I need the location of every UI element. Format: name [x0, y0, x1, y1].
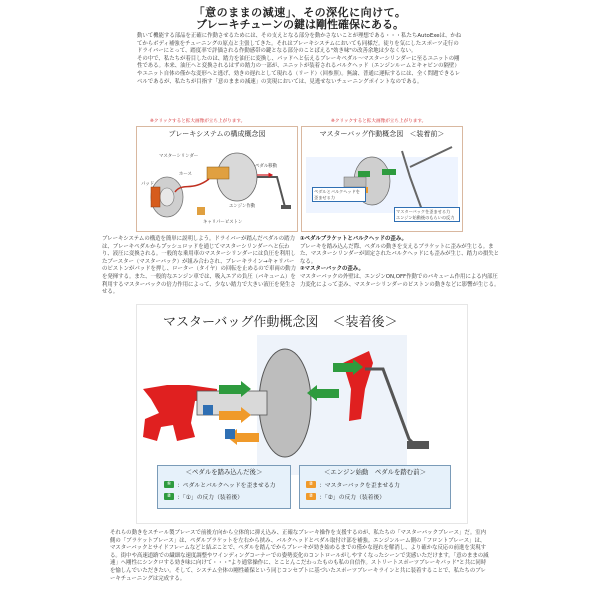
big-title	[163, 311, 398, 330]
legend-engine-start	[299, 465, 451, 509]
label-bend-force: ペダルとバルクヘッドを歪ませる力	[312, 187, 366, 202]
label-pedal-move: ペダル移動	[255, 164, 277, 169]
legend-right-row1-text: ：マスターバックを歪ませる力	[319, 483, 400, 489]
panel1-title: ブレーキシステムの構成概念図	[168, 130, 266, 138]
mid-right-p1-title: ①ペダルブラケットとバルクヘッドの歪み。	[300, 236, 407, 242]
legend-left-row1-text: ：ペダルとバルクヘッドを歪ませる力	[177, 483, 276, 489]
intro-paragraph: 動いて機能する部品を正確に作動させるためには、その支えとなる部分を動かさないことが理想である・・・私たちAutoExeは、かねてからボディ補強をチューニングの原点と主張してきた。それはブレーキシステムにおいても同様だ。徒りを気にしたスポーツ走行のドライバーにとって、踏度率で評価される作動感帯の鍵となる部分のことばえる"効き味"の改善余地は少なくない。 その中で、私たちが着目したのは、踏力を油圧に変換し、パッドへと伝えるブレーキペダル〜マスターシリンダーに至るユニットの剛性である。本来、油圧へと変換されるはずの踏力の一部が、ユニットが装着されるバルクヘッド（エンジンルームとキャビンの隔壁）やユニット自体の僅かな変形へと逃げ、効きの遅れとして現れる（リード）（回参照）。無論、普通に運転するには、全く問題できるレベルであるが、私たちが目指す「意のままの減速」の実現においては、見逃せないチューニングポイントなのである。	[137, 33, 462, 85]
label-engine: エンジン作動	[229, 204, 256, 209]
label-master-cylinder: マスターシリンダー	[159, 154, 199, 159]
big-state: ＜装着後＞	[332, 315, 398, 330]
bottom-paragraph: それらの動きをスチール製ブレースで前後方向から立体的に抑え込み、正確なブレーキ操作を支援するのが、私たちの「マスターバックブレース」だ。室内側の「ブラケットブレース」は、ペダルブラケットを左右から挟み、バルクヘッドとペダル取付け部を補強。エンジンルーム側の「フロントブレース」は、マスターバックとサイドフレームなどと結ぶことで、ペダルを踏んでからブレーキが効き始めるまでの僅かな遅れを解消し、より確かな反応の前進を実現する。街中や高速道路での繊細な速度調整やワインディングコーナーでの姿勢変化のコントロールがしやすくなったシーンで実感いただけます。「意のままの減速」へ剛性にシンクロする効き味に向けて・・・"より通常操作に、とことんこだわったものも私の自信作。ストリートスポーツブレーキパッド"と共に同時を愉しんでいただきたい。そして、システム全体の剛性確保という同じコンセプトに基づいたスポーツブレーキラインと共に装着することで、私たちのブレーキチューニングは完成する。	[110, 530, 489, 582]
label-pad: パッド	[141, 182, 155, 187]
panel2-title-text: マスターバッグ作動概念図	[319, 130, 404, 138]
big-title-text: マスターバッグ作動概念図	[163, 315, 319, 330]
mid-right-p2: マスターバックの外壁は、エンジンON,OFF作動でのバキューム作用による内部圧力変化によって歪み、マスターシリンダーのピストンの動きなどに影響が生じる。	[300, 273, 500, 288]
legend-left-row1	[164, 480, 275, 489]
label-caliper: キャリパーピストン	[203, 220, 243, 225]
panel2-state: ＜装着前＞	[409, 130, 445, 138]
legend-right-row2-tag: ②	[306, 493, 316, 500]
master-bag-after-illustration	[137, 329, 467, 479]
master-bag-before-diagram[interactable]	[301, 126, 463, 232]
master-bag-after-diagram[interactable]	[136, 304, 468, 524]
legend-pedal-pressed	[157, 465, 291, 509]
subheadline: ブレーキチューンの鍵は剛性確保にある。	[195, 18, 404, 31]
legend-left-row2	[164, 492, 243, 501]
legend-right-row2	[306, 492, 385, 501]
label-master-force	[394, 207, 460, 222]
label-hose: ホース	[179, 172, 192, 177]
legend-left-row1-tag: ①	[164, 481, 174, 488]
legend-right-head: ＜エンジン始動 ペダルを踏む前＞	[324, 468, 426, 476]
legend-left-row2-tag: ②	[164, 493, 174, 500]
legend-right-row1	[306, 480, 400, 489]
brake-system-diagram[interactable]	[136, 126, 298, 232]
mid-left-paragraph: ブレーキシステムの構造を簡単に説明しよう。ドライバーが踏んだペダルの踏力は、ブレーキペダルからプッシュロッドを通じてマスターシリンダーへと伝わり、液圧に変換される。一般的な乗用車のマスターシリンダーには負圧を利用したブースター（マスターバック）が組み合わされ、ブレーキライン→キャリパーのピストンがパッドを押し、ローター（タイヤ）の回転を止めるので車両の動力を発揮する。また、一般的なエンジン車では、吸入エアの負圧（バキューム）を利用するマスターバックの倍力作用によって、少ない踏力で大きい液圧を発生させる。	[102, 236, 296, 296]
click-note-left: ※クリックすると拡大画像が立ち上がります。	[150, 119, 246, 124]
legend-left-row2-text: ：「①」の反力（装着後）	[177, 495, 244, 501]
headline: 「意のままの減速」、その深化に向けて。	[193, 6, 407, 19]
click-note-right: ※クリックすると拡大画像が立ち上がります。	[331, 119, 427, 124]
label-master-force-text: マスターバックを歪ませる力	[396, 209, 451, 214]
mid-right-p2-title: ②マスターバックの歪み。	[300, 266, 364, 273]
mid-right-paragraph	[300, 236, 500, 289]
brake-system-illustration	[137, 137, 297, 231]
mid-right-p1: ブレーキを踏み込んだ際、ペダルの動きを支えるブラケットに歪みが生じる。また、マスターシリンダーが固定されたバルクヘッドにも歪みが生じ、踏力の損失となる。	[300, 243, 500, 265]
legend-right-row1-tag: ②	[306, 481, 316, 488]
label-reaction-text: エンジン始動後のもらいの反力	[396, 214, 455, 220]
legend-right-row2-text: ：「②」の反力（装着後）	[319, 495, 386, 501]
legend-left-head: ＜ペダルを踏み込んだ後＞	[185, 468, 263, 476]
